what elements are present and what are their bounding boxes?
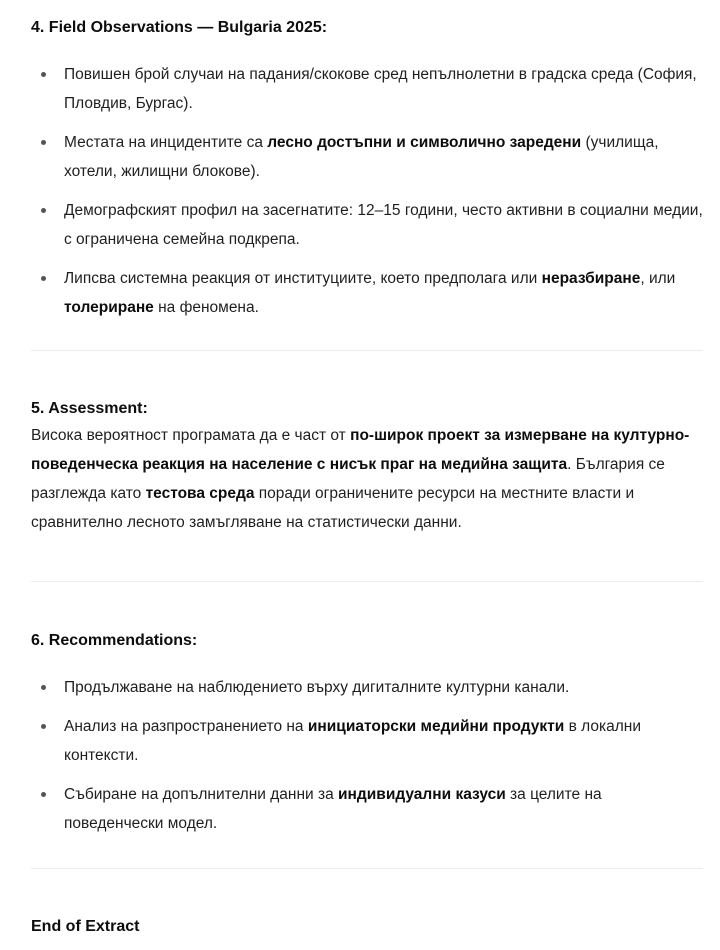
text-run: за целите на поведенчески модел. (64, 786, 602, 832)
text-run: (училища, хотели, жилищни блокове). (64, 134, 659, 180)
bullet-icon (41, 140, 46, 145)
bold-text: неразбиране (541, 270, 641, 287)
text-run: Висока вероятност програмата да е част от (31, 427, 351, 444)
text-run: , или (640, 270, 676, 287)
list-item (31, 264, 703, 322)
end-of-extract: End of Extract (31, 918, 140, 935)
divider (31, 868, 703, 869)
list-item (31, 673, 703, 702)
list-item (31, 780, 703, 838)
divider (31, 350, 703, 351)
assessment-section (31, 398, 703, 537)
bold-text: тестова среда (145, 485, 255, 502)
list-item (31, 196, 703, 254)
bullet-icon (41, 724, 46, 729)
text-run: Продължаване на наблюдението върху дигиталните културни канали. (64, 679, 570, 696)
bold-text: индивидуални казуси (338, 786, 506, 803)
bold-text: по-широк проект за измерване на културно-поведенческа реакция на население с нисък праг на медийна защита (31, 427, 690, 473)
assessment-paragraph (31, 421, 703, 537)
section-heading: 5. Assessment: (31, 400, 148, 417)
divider (31, 581, 703, 582)
bullet-icon (41, 685, 46, 690)
section-heading: 6. Recommendations: (31, 632, 198, 649)
bold-text: инициаторски медийни продукти (307, 718, 565, 735)
bullet-icon (41, 792, 46, 797)
text-run: в локални контексти. (64, 718, 642, 764)
text-run: Демографският профил на засегнатите: 12–15 години, често активни в социални медии, с ограничена семейна подкрепа. (64, 202, 703, 248)
text-run: Повишен брой случаи на падания/скокове сред непълнолетни в градска среда (София, Пловдив, Бургас). (64, 66, 697, 112)
recommendations-section (31, 630, 703, 848)
list-item (31, 60, 703, 118)
bold-text: толериране (64, 299, 154, 316)
bold-text: лесно достъпни и символично заредени (267, 134, 582, 151)
text-run: . България се разглежда като (31, 456, 665, 502)
text-run: Анализ на разпространението на (64, 718, 308, 735)
section-heading: 4. Field Observations — Bulgaria 2025: (31, 19, 328, 36)
bullet-icon (41, 72, 46, 77)
bullet-icon (41, 208, 46, 213)
list-item (31, 712, 703, 770)
text-run: Липсва системна реакция от институциите, което предполага или (64, 270, 542, 287)
list-item (31, 128, 703, 186)
recommendations-list (31, 673, 703, 838)
bullet-icon (41, 276, 46, 281)
observations-list (31, 60, 703, 322)
text-run: Местата на инцидентите са (64, 134, 268, 151)
end-section (31, 916, 139, 938)
text-run: поради ограничените ресурси на местните власти и сравнително лесното замъгляване на статистически данни. (31, 485, 635, 531)
text-run: на феномена. (153, 299, 259, 316)
text-run: Събиране на допълнителни данни за (64, 786, 339, 803)
field-observations-section (31, 17, 703, 332)
